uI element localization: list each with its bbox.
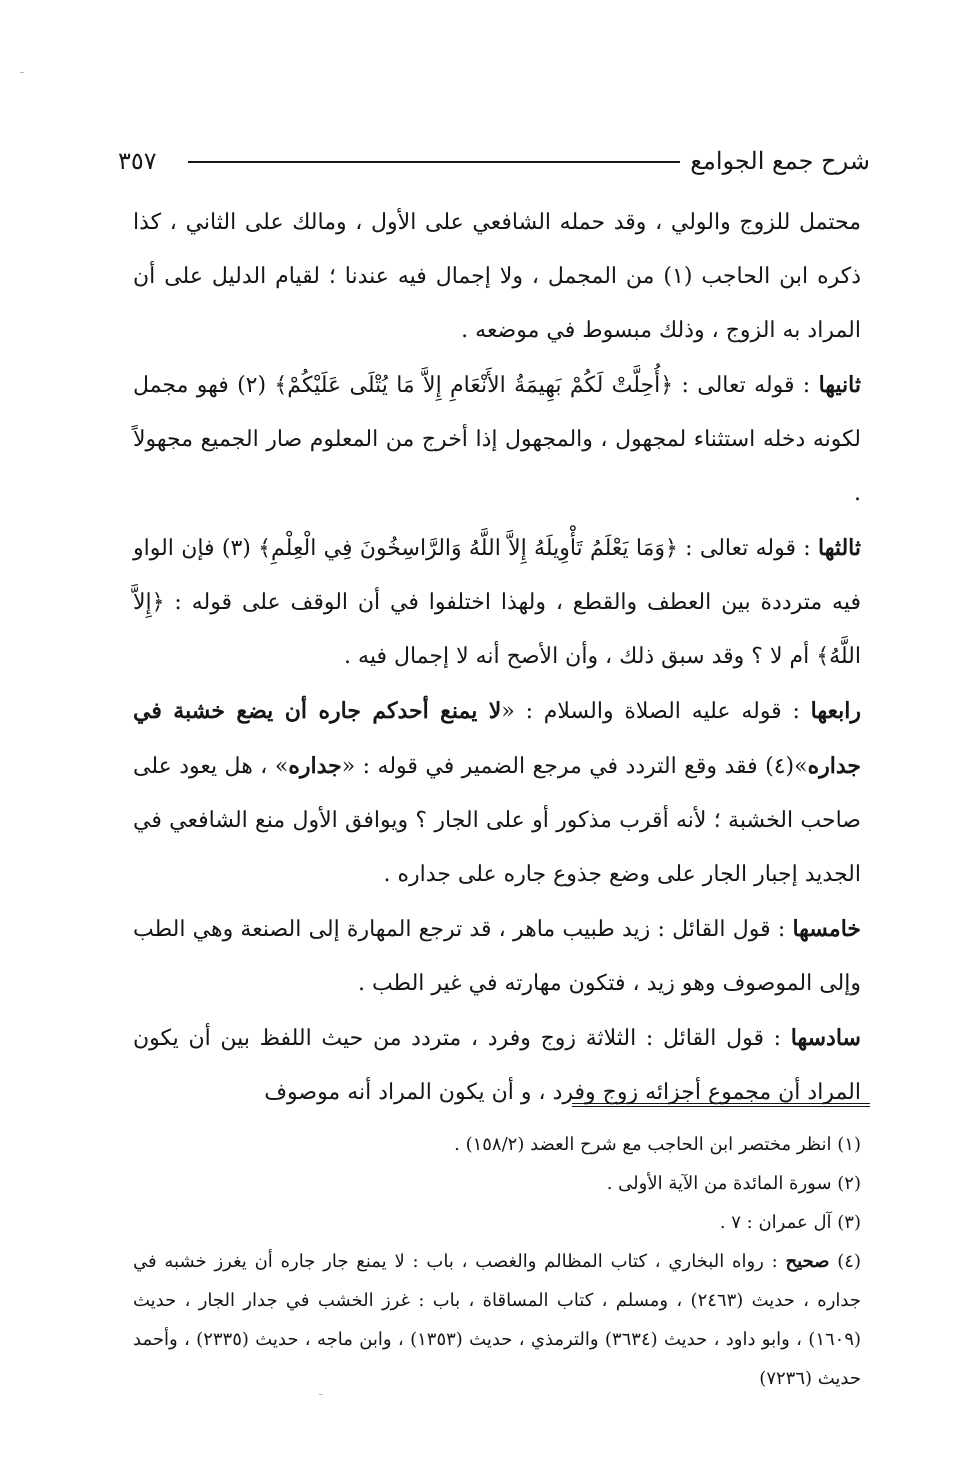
hadith-text: لا يمنع أحدكم جاره أن يضع خشبة في جداره [133,698,861,779]
footnote-1: (١) انظر مختصر ابن الحاجب مع شرح العضد (١٥٨/٢) . [454,1134,861,1155]
footnote-4 [133,1242,861,1398]
scan-speck [20,72,24,73]
paragraph-5-text: قول القائل : زيد طبيب ماهر ، قد ترجع المهارة إلى الصنعة وهي الطب وإلى الموصوف وهو زيد ، فتكون مهارته في غير الطب . [133,917,861,996]
page-number: ٣٥٧ [118,147,157,175]
header-rule [188,161,680,163]
running-header-title: شرح جمع الجوامع [690,147,870,175]
quoted-word: جداره [288,753,342,779]
paragraph-2-lead: ثانيها [818,372,861,398]
paragraph-6-text: قول القائل : الثلاثة زوج وفرد ، متردد من حيث اللفظ بين أن يكون المراد أن مجموع أجزائه زوج وفرد ، و أن يكون المراد أنه موصوف [133,1026,861,1105]
paragraph-5-colon: : [770,917,793,942]
paragraph-4-intro: قوله عليه الصلاة والسلام : « [501,699,782,724]
paragraph-4-after-hadith: »(٤) فقد وقع التردد في مرجع الضمير في قوله : « [341,754,808,779]
paragraph-6-colon: : [763,1026,791,1051]
paragraph-2-text: قوله تعالى : ﴿أُحِلَّتْ لَكُمْ بَهِيمَةُ الأَنْعَامِ إِلاَّ مَا يُتْلَى عَلَيْكُمْ﴾ (٢) فهو مجمل لكونه دخله استثناء لمجهول ، والمجهول إذا أخرج من المعلوم صار الجميع مجهولاً . [133,373,861,506]
paragraph-5-lead: خامسها [792,916,862,942]
paragraph-4-rest: » ، هل يعود على صاحب الخشبة ؛ لأنه أقرب مذكور أو على الجار ؟ ويوافق الأول منع الشافعي في الجديد إجبار الجار على وضع جذوع جاره على جداره . [133,754,861,887]
paragraph-3-lead: ثالثها [817,535,861,561]
footnotes [133,1125,861,1398]
paragraph-1: محتمل للزوج والولي ، وقد حمله الشافعي على الأول ، ومالك على الثاني ، كذا ذكره ابن الحاجب (١) من المجمل ، ولا إجمال فيه عندنا ؛ لقيام الدليل على أن المراد به الزوج ، وذلك مبسوط في موضعه . [133,210,862,343]
footnote-2: (٢) سورة المائدة من الآية الأولى . [606,1173,861,1194]
paragraph-2 [133,358,861,521]
paragraph-3-colon: : [796,536,818,561]
paragraph-4-colon: : [781,699,811,724]
footnotes-divider [572,1103,870,1107]
running-header [118,146,870,176]
paragraph-3 [133,521,861,684]
paragraph-2-colon: : [794,373,819,398]
footnote-3: (٣) آل عمران : ٧ . [719,1212,861,1233]
main-text [133,196,861,1120]
paragraph-3-text: قوله تعالى : ﴿وَمَا يَعْلَمُ تَأْوِيلَهُ إِلاَّ اللَّهُ وَالرَّاسِخُونَ فِي الْعِلْمِ﴾ (٣) فإن الواو فيه مترددة بين العطف والقطع ، ولهذا اختلفوا في أن الوقف على قوله : ﴿إِلاَّ اللَّهُ﴾ أم لا ؟ وقد سبق ذلك ، وأن الأصح أنه لا إجمال فيه . [133,536,861,669]
paragraph-6-lead: سادسها [790,1025,861,1051]
paragraph-4 [133,684,861,902]
paragraph-4-lead: رابعها [810,698,861,724]
footnote-4-text: : رواه البخاري ، كتاب المظالم والغصب ، باب : لا يمنع جار جاره أن يغرز خشبه في جداره ، حديث (٢٤٦٣) ، ومسلم ، كتاب المساقاة ، باب : غرز الخشب في جدار الجار ، حديث (١٦٠٩) ، وابو داود ، حديث (٣٦٣٤) والترمذي ، حديث (١٣٥٣) ، وابن ماجه ، حديث (٢٣٣٥) ، وأحمد حديث (٧٢٣٦) [133,1251,862,1389]
paragraph-5 [133,902,861,1011]
footnote-4-number: (٤) [829,1251,861,1272]
footnote-4-label: صحيح [785,1251,830,1272]
